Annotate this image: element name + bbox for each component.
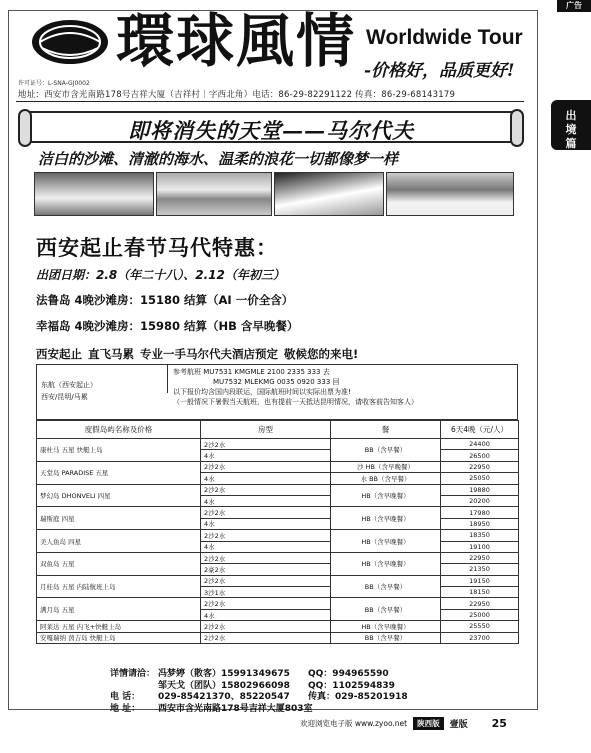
price-cell: 19150 <box>441 575 519 586</box>
offer-line: 西安起止 直飞马累 专业一手马尔代夫酒店预定 敬候您的来电! <box>36 347 359 361</box>
room-type: 2沙2水 <box>201 621 331 632</box>
room-type: 2沙2水 <box>201 575 331 586</box>
column-header: 房型 <box>201 421 331 439</box>
room-type: 2沙2水 <box>201 484 331 495</box>
resort-name: 瑞斯庭 四星 <box>37 507 201 530</box>
license-number: 许可证号：L-SNA-GJ0002 <box>18 80 90 87</box>
room-type: 4水 <box>201 518 331 529</box>
flight-line: （一般情况下暑假当天航班，也有提前一天抵达昆明情况，请收客前告知客人） <box>173 398 418 406</box>
resort-name: 阿莱达 五星 内飞+快艇上岛 <box>37 621 201 632</box>
table-row <box>37 575 519 586</box>
photo-island-aerial <box>274 172 384 216</box>
price-cell: 17980 <box>441 507 519 518</box>
meal-plan: HB（含早晚餐） <box>331 552 441 575</box>
contact-label: 地 址： <box>110 703 141 714</box>
contact-label: 电 话： <box>110 692 141 702</box>
room-type: 3沙1水 <box>201 587 331 598</box>
price-cell: 25000 <box>441 609 519 620</box>
flight-carrier-line: 东航（西安起止） <box>41 381 97 389</box>
brand-name: 環球風情 <box>116 7 357 75</box>
ad-tag: 广告 <box>557 0 591 12</box>
slogan: -价格好，品质更好! <box>364 61 515 81</box>
room-type: 2沙2水 <box>201 507 331 518</box>
contact-value: 西安市含光南路178号吉祥大厦803室 <box>158 703 313 714</box>
contact-extra: QQ：994965590 <box>308 669 389 679</box>
banner-title: 即将消失的天堂——马尔代夫 <box>128 118 414 143</box>
price-cell: 22950 <box>441 461 519 472</box>
price-cell: 19880 <box>441 484 519 495</box>
column-header: 度假岛屿名称及价格 <box>37 421 201 439</box>
room-type: 4水 <box>201 541 331 552</box>
price-table <box>36 420 519 644</box>
contact-value: 邹天戈（团队）15802966098 <box>158 680 290 691</box>
room-type: 2沙2水 <box>201 632 331 643</box>
meal-plan: BB（含早餐） <box>331 632 441 643</box>
footer-site-link[interactable]: 欢迎浏览电子版 www.zyoo.net <box>300 718 408 728</box>
price-cell: 18150 <box>441 587 519 598</box>
section-tab-char: 篇 <box>565 137 577 150</box>
brand-name-en: Worldwide Tour <box>366 26 523 49</box>
table-row <box>37 439 519 450</box>
column-header: 6天4晚（元/人） <box>441 421 519 439</box>
contact-value: 029-85421370、85220547 <box>158 692 290 702</box>
price-cell: 21350 <box>441 564 519 575</box>
meal-plan: BB（含早餐） <box>331 575 441 598</box>
price-cell: 19100 <box>441 541 519 552</box>
resort-name: 天堂岛 PARADISE 五星 <box>37 461 201 484</box>
resort-name: 月桂岛 五星 内陆航班上岛 <box>37 575 201 598</box>
table-row <box>37 530 519 541</box>
contact-label: 详情请洽： <box>110 669 156 679</box>
resort-name: 美人鱼岛 四星 <box>37 530 201 553</box>
header-address: 地址：西安市含光南路178号吉祥大厦（吉祥村｜字西北角）电话：86-29-82291122 传真：86-29-68143179 <box>18 90 456 100</box>
price-cell: 22950 <box>441 552 519 563</box>
price-cell: 18350 <box>441 530 519 541</box>
offer-line: 幸福岛 4晚沙滩房：15980 结算（HB 含早晚餐） <box>36 319 299 333</box>
flight-line: 以下报价均含国内段联运，国际航班时间以实际出票为准! <box>173 388 351 396</box>
price-cell: 26500 <box>441 450 519 461</box>
edition-badge: 陕西版 <box>413 717 444 730</box>
price-cell: 24400 <box>441 439 519 450</box>
resort-name: 梦幻岛 DHONVELI 四星 <box>37 484 201 507</box>
price-cell: 22950 <box>441 598 519 609</box>
title-banner <box>26 111 516 143</box>
table-row <box>37 484 519 495</box>
flight-carrier-line: 西安/昆明/马累 <box>41 393 88 401</box>
section-tab-char: 出 <box>565 109 577 122</box>
edition-label: 壹版 <box>449 719 468 730</box>
photo-beach-huts <box>386 172 514 216</box>
price-cell: 23700 <box>441 632 519 643</box>
meal-plan: HB（含早晚餐） <box>331 507 441 530</box>
flight-line: 参考航班 MU7531 KMGMLE 2100 2335 333 去 <box>173 368 330 376</box>
page-number: 25 <box>491 716 507 730</box>
table-row <box>37 621 519 632</box>
room-type: 2沙2水 <box>201 439 331 450</box>
contact-row <box>110 692 408 704</box>
contact-value: 冯梦婷（散客）15991349675 <box>158 669 290 679</box>
resort-name: 康杜马 五星 快艇上岛 <box>37 439 201 462</box>
room-type: 4水 <box>201 473 331 484</box>
photo-beach-pool <box>156 172 272 216</box>
room-type: 2沙2水 <box>201 530 331 541</box>
room-type: 2沙2水 <box>201 552 331 563</box>
table-row <box>37 461 519 472</box>
contact-extra: QQ：1102594839 <box>308 680 395 691</box>
photo-villa-bedroom <box>34 172 154 216</box>
section-tab[interactable] <box>551 100 591 150</box>
table-header-row <box>37 421 519 439</box>
globe-logo-icon <box>30 18 110 66</box>
room-type: 2沙2水 <box>201 598 331 609</box>
flight-carrier <box>41 379 97 403</box>
meal-plan: HB（含早晚餐） <box>331 484 441 507</box>
meal-plan: HB（含早晚餐） <box>331 530 441 553</box>
contact-row <box>110 681 408 693</box>
flight-line: MU7532 MLEKMG 0035 0920 333 回 <box>213 378 340 386</box>
table-row <box>37 598 519 609</box>
meal-plan: BB（含早餐） <box>331 598 441 621</box>
flight-details <box>173 367 418 407</box>
flight-info-box <box>36 364 518 420</box>
contact-block <box>110 669 408 715</box>
page-footer <box>300 716 507 730</box>
divider <box>16 101 524 102</box>
section-tab-char: 境 <box>565 123 577 136</box>
room-type: 4水 <box>201 450 331 461</box>
price-cell: 25550 <box>441 621 519 632</box>
resort-name: 双鱼岛 五星 <box>37 552 201 575</box>
room-type: 4水 <box>201 609 331 620</box>
contact-row <box>110 704 408 716</box>
table-row <box>37 632 519 643</box>
departure-dates: 出团日期：2.8（年二十八）、2.12（年初三） <box>36 268 285 282</box>
price-cell: 20200 <box>441 495 519 506</box>
flight-divider <box>167 365 168 393</box>
contact-row <box>110 669 408 681</box>
table-row <box>37 507 519 518</box>
offer-line: 法鲁岛 4晚沙滩房：15180 结算（AI 一价全含） <box>36 293 294 307</box>
table-body <box>37 439 519 644</box>
resort-name: 满月岛 五星 <box>37 598 201 621</box>
offer-heading: 西安起止春节马代特惠： <box>36 236 278 260</box>
contact-extra: 传真：029-85201918 <box>308 692 408 702</box>
table-row <box>37 552 519 563</box>
room-type: 4水 <box>201 495 331 506</box>
price-cell: 18950 <box>441 518 519 529</box>
room-type: 2豪2水 <box>201 564 331 575</box>
room-type: 2沙2水 <box>201 461 331 472</box>
banner-subtitle: 洁白的沙滩、清澈的海水、温柔的浪花一切都像梦一样 <box>38 150 399 168</box>
price-cell: 25050 <box>441 473 519 484</box>
meal-plan: 水 BB（含早餐） <box>331 473 441 484</box>
column-header: 餐 <box>331 421 441 439</box>
meal-plan: BB（含早餐） <box>331 439 441 462</box>
meal-plan: HB（含早晚餐） <box>331 621 441 632</box>
resort-name: 安嘎瑞纳 茵吉岛 快艇上岛 <box>37 632 201 643</box>
meal-plan: 沙 HB（含早晚餐） <box>331 461 441 472</box>
